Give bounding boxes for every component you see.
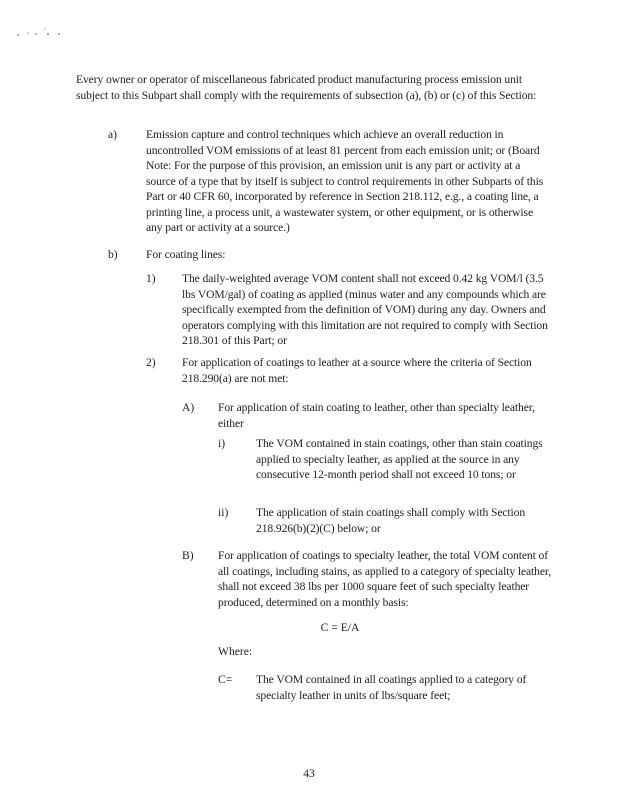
item-b2a-label: A) [182,401,195,414]
item-b2-label: 2) [146,356,156,369]
item-a-text: Emission capture and control techniques which achieve an overall reduction in uncontrolled VOM emissions of at least 81 percent from each emission unit; or (Board Note: For the purpose of this provision, an emission unit is any part or activity at a source of a type that by itself is subject to control requirements in other Subparts of this Part or 40 CFR 60, incorporated by reference in Section 218.112, e.g., a coating line, a printing line, a process unit, a wastewater system, or other equipment, or is otherwise any part or activity at a source.) [146,128,544,234]
item-b2b-text: For application of coatings to specialty leather, the total VOM content of all coatings, including stains, as applied to a category of specialty leather, shall not exceed 38 lbs per 1000 square feet of such specialty leather produced, determined on a monthly basis: [218,549,551,609]
item-b2a-i-text: The VOM contained in stain coatings, other than stain coatings applied to specialty leather, as applied at the source in any consecutive 12-month period shall not exceed 10 tons; or [256,437,543,481]
item-b1-label: 1) [146,272,156,285]
where-label: Where: [218,645,253,658]
intro-paragraph: Every owner or operator of miscellaneous fabricated product manufacturing process emission unit subject to this Subpart shall comply with the requirements of subsection (a), (b) or (c) of this Section: [76,73,537,102]
scan-artifact-mark [14,26,66,38]
item-b-text: For coating lines: [146,248,226,261]
item-a-label: a) [108,128,118,141]
item-b2a-ii-text: The application of stain coatings shall comply with Section 218.926(b)(2)(C) below; or [256,506,526,535]
item-b2a-ii-label: ii) [218,506,229,519]
page-number: 43 [303,767,315,780]
item-b-label: b) [108,248,118,261]
formula: C = E/A [320,621,360,634]
definition-c-label: C= [218,673,233,686]
item-b2a-text: For application of stain coating to leather, other than specialty leather, either [218,401,535,430]
item-b2b-label: B) [182,549,194,562]
definition-c-text: The VOM contained in all coatings applied to a category of specialty leather in units of lbs/square feet; [256,673,527,702]
item-b1-text: The daily-weighted average VOM content shall not exceed 0.42 kg VOM/l (3.5 lbs VOM/gal) of coating as applied (minus water and any compounds which are specifically exempted from the definition of VOM) during any day. Owners and operators complying with this limitation are not required to comply with Section 218.301 of this Part; or [182,272,548,347]
item-b2-text: For application of coatings to leather at a source where the criteria of Section 218.290(a) are not met: [182,356,532,385]
item-b2a-i-label: i) [218,437,226,450]
